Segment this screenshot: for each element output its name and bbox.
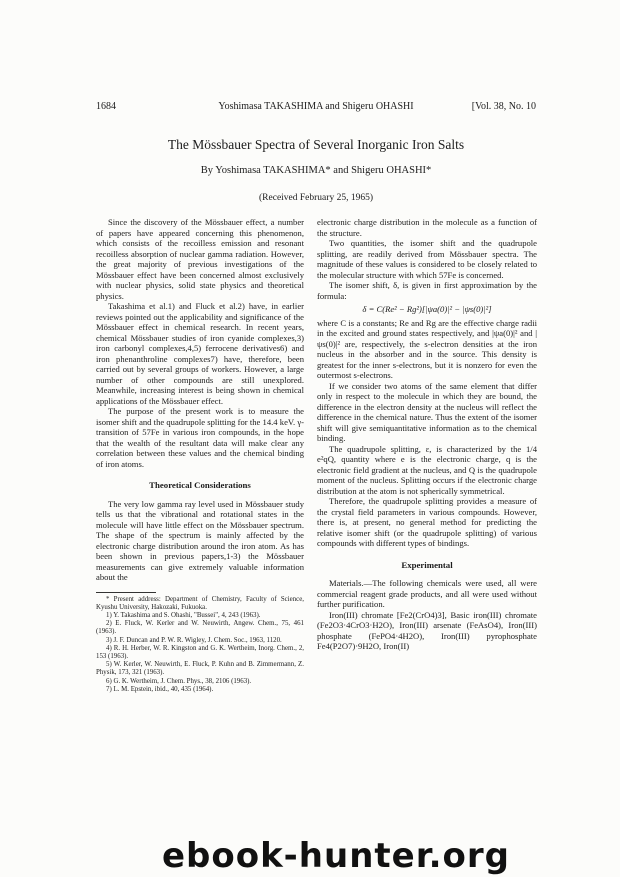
- header-volume: [Vol. 38, No. 10: [471, 101, 536, 112]
- paragraph: Since the discovery of the Mössbauer effect, a number of papers have appeared concerning this phenomenon, which consists of the recoilless emission and resonant recoilless absorption of nuclear gamma radiation. However, the great majority of previous investigations of the Mössbauer effect have been concerned almost exclusively with nuclear physics, solid state physics and theoretical physics.: [96, 217, 304, 301]
- footnote: 2) E. Fluck, W. Kerler and W. Neuwirth, Angew. Chem., 75, 461 (1963).: [96, 620, 304, 636]
- running-header: [96, 101, 536, 115]
- footnote: 5) W. Kerler, W. Neuwirth, E. Fluck, P. Kuhn and B. Zimmermann, Z. Physik, 173, 321 (1963).: [96, 661, 304, 677]
- section-heading-experimental: Experimental: [401, 559, 453, 570]
- paragraph: The quadrupole splitting, ε, is characterized by the 1/4 e²qQ, quantity where e is the electronic charge, q is the electronic field gradient at the nucleus, and Q is the quadrupole moment of the nucleus. Splitting occurs if the electronic charge distribution at the atom is not spherically symmetrical.: [317, 443, 537, 496]
- paper-title: The Mössbauer Spectra of Several Inorganic Iron Salts: [167, 137, 465, 152]
- paragraph: where C is a constants; Re and Rg are the effective charge radii in the excited and ground states respectively, and |ψa(0)|² and |ψs(0)|² are, respectively, the s-electron densities at the iron nucleus in the absorber and in the source. This density is greatest for the inner s-electrons, but it is nonzero for even the outermost s-electrons.: [317, 317, 537, 380]
- header-authors: Yoshimasa TAKASHIMA and Shigeru OHASHI: [218, 101, 414, 112]
- footnote: 6) G. K. Wertheim, J. Chem. Phys., 38, 2106 (1963).: [106, 677, 252, 685]
- paragraph: Takashima et al.1) and Fluck et al.2) have, in earlier reviews pointed out the applicability and significance of the Mössbauer effect in chemical research. In recent years, chemical Mössbauer studies of iron cyanide complexes,3) iron carbonyl complexes,4,5) ferrocene derivatives6) and iron phenanthroline complexes7) have, therefore, been carried out by several groups of workers. However, a large number of other compounds are still unexplored. Meanwhile, increasing interest is being shown in chemical applications of the Mössbauer effect.: [96, 301, 304, 406]
- footnote-divider: [96, 592, 156, 593]
- paragraph: Iron(III) chromate [Fe2(CrO4)3], Basic iron(III) chromate (Fe2O3·4CrO3·H2O), Iron(III) arsenate (FeAsO4), Iron(III) phosphate (FePO4·4H2O), Iron(III) pyrophosphate Fe4(P2O7)·9H2O, Iron(II): [317, 609, 537, 651]
- paragraph: The isomer shift, δ, is given in first approximation by the formula:: [317, 280, 537, 301]
- paragraph: Two quantities, the isomer shift and the quadrupole splitting, are readily derived from Mössbauer spectra. The magnitude of these values is considered to be closely related to the molecular structure with which 57Fe is concerned.: [317, 238, 537, 280]
- paragraph: Materials.—The following chemicals were used, all were commercial reagent grade products, and all were used without further purification.: [317, 578, 537, 609]
- footnote: 4) R. H. Herber, W. R. Kingston and G. K. Wertheim, Inorg. Chem., 2, 153 (1963).: [96, 644, 304, 660]
- footnote: 1) Y. Takashima and S. Ohashi, "Bussei", 4, 243 (1963).: [106, 611, 261, 619]
- paragraph: The purpose of the present work is to measure the isomer shift and the quadrupole splitting for the 14.4 keV. γ-transition of 57Fe in various iron compounds, in the hope that the wealth of the resultant data will make clear any correlation between these values and the chemical binding of iron atoms.: [96, 406, 304, 469]
- byline: By Yoshimasa TAKASHIMA* and Shigeru OHASHI*: [200, 165, 432, 176]
- footnote: * Present address: Department of Chemistry, Faculty of Science, Kyushu University, Hakozaki, Fukuoka.: [96, 595, 304, 611]
- left-column: [96, 217, 304, 694]
- isomer-shift-equation: δ = C(Re² − Rg²)[|ψa(0)|² − |ψs(0)|²]: [362, 304, 492, 314]
- section-heading-theory: Theoretical Considerations: [149, 480, 251, 490]
- paragraph: electronic charge distribution in the molecule as a function of the structure.: [317, 217, 537, 238]
- received-date: (Received February 25, 1965): [259, 193, 373, 203]
- right-column: [317, 217, 537, 652]
- footnote: 3) J. F. Duncan and P. W. R. Wigley, J. Chem. Soc., 1963, 1120.: [106, 636, 282, 644]
- page-number: 1684: [96, 101, 116, 112]
- watermark: ebook-hunter.org: [161, 836, 511, 876]
- paragraph: If we consider two atoms of the same element that differ only in respect to the molecule in which they are bound, the difference in the electron density at the nucleus will reflect the difference in the chemical nature. Thus the extent of the isomer shift will give semiquantitative information as to the chemical binding.: [317, 380, 537, 443]
- footnote: 7) L. M. Epstein, ibid., 40, 435 (1964).: [106, 685, 214, 693]
- paragraph: Therefore, the quadrupole splitting provides a measure of the crystal field parameters in various compounds. However, there is, at present, no general method for predicting the relative isomer shift (or the quadrupole splitting) of various compounds with different types of bindings.: [317, 496, 537, 548]
- paragraph: The very low gamma ray level used in Mössbauer study tells us that the vibrational and rotational states in the molecule will have little effect on the Mössbauer spectrum. The shape of the spectrum is mainly affected by the electronic charge distribution around the iron atom. As has been shown in previous papers,1-3) the Mössbauer measurements can give extremely valuable information about the: [96, 498, 304, 582]
